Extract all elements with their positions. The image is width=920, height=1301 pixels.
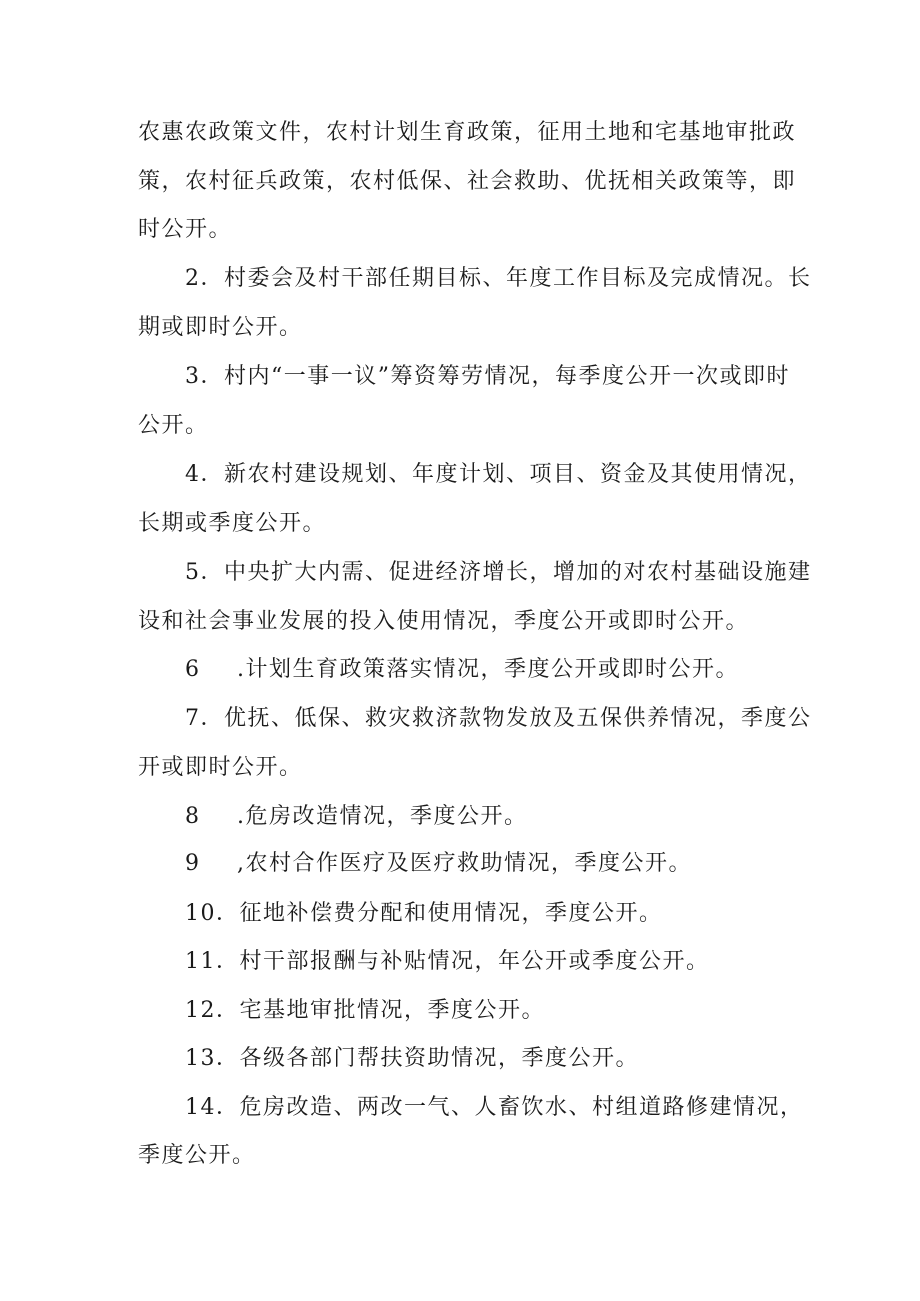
list-item-4: 4．新农村建设规划、年度计划、项目、资金及其使用情况， bbox=[185, 462, 812, 487]
list-item-2: 2．村委会及村干部任期目标、年度工作目标及完成情况。长 bbox=[185, 266, 812, 291]
text-line: 设和社会事业发展的投入使用情况，季度公开或即时公开。 bbox=[138, 609, 750, 634]
list-item-10: 10．征地补偿费分配和使用情况，季度公开。 bbox=[185, 901, 663, 926]
item-number: 9 bbox=[185, 851, 201, 876]
item-number: 8 bbox=[185, 804, 201, 829]
text-line: 公开。 bbox=[138, 413, 209, 438]
list-item-11: 11．村干部报酬与补贴情况，年公开或季度公开。 bbox=[185, 949, 710, 974]
item-text: ,农村合作医疗及医疗救助情况，季度公开。 bbox=[237, 851, 692, 876]
list-item-6 bbox=[185, 654, 739, 686]
text-line: 开或即时公开。 bbox=[138, 755, 303, 780]
text-line: 时公开。 bbox=[138, 217, 233, 242]
list-item-12: 12．宅基地审批情况，季度公开。 bbox=[185, 998, 545, 1023]
list-item-7: 7．优抚、低保、救灾救济款物发放及五保供养情况，季度公 bbox=[185, 706, 812, 731]
list-item-13: 13．各级各部门帮扶资助情况，季度公开。 bbox=[185, 1046, 639, 1071]
item-number: 6 bbox=[185, 657, 201, 682]
list-item-5: 5．中央扩大内需、促进经济增长，增加的对农村基础设施建 bbox=[185, 560, 812, 585]
item-text: .危房改造情况，季度公开。 bbox=[237, 804, 528, 829]
text-line: 农惠农政策文件，农村计划生育政策，征用土地和宅基地审批政 bbox=[138, 120, 797, 145]
list-item-14: 14．危房改造、两改一气、人畜饮水、村组道路修建情况， bbox=[185, 1095, 804, 1120]
list-item-3: 3．村内“一事一议”筹资筹劳情况，每季度公开一次或即时 bbox=[185, 364, 790, 389]
text-line: 策，农村征兵政策，农村低保、社会救助、优抚相关政策等，即 bbox=[138, 169, 797, 194]
list-item-9 bbox=[185, 848, 692, 880]
text-line: 长期或季度公开。 bbox=[138, 511, 327, 536]
text-line: 季度公开。 bbox=[138, 1143, 256, 1168]
item-text: .计划生育政策落实情况，季度公开或即时公开。 bbox=[237, 657, 739, 682]
text-line: 期或即时公开。 bbox=[138, 315, 303, 340]
list-item-8 bbox=[185, 801, 528, 833]
